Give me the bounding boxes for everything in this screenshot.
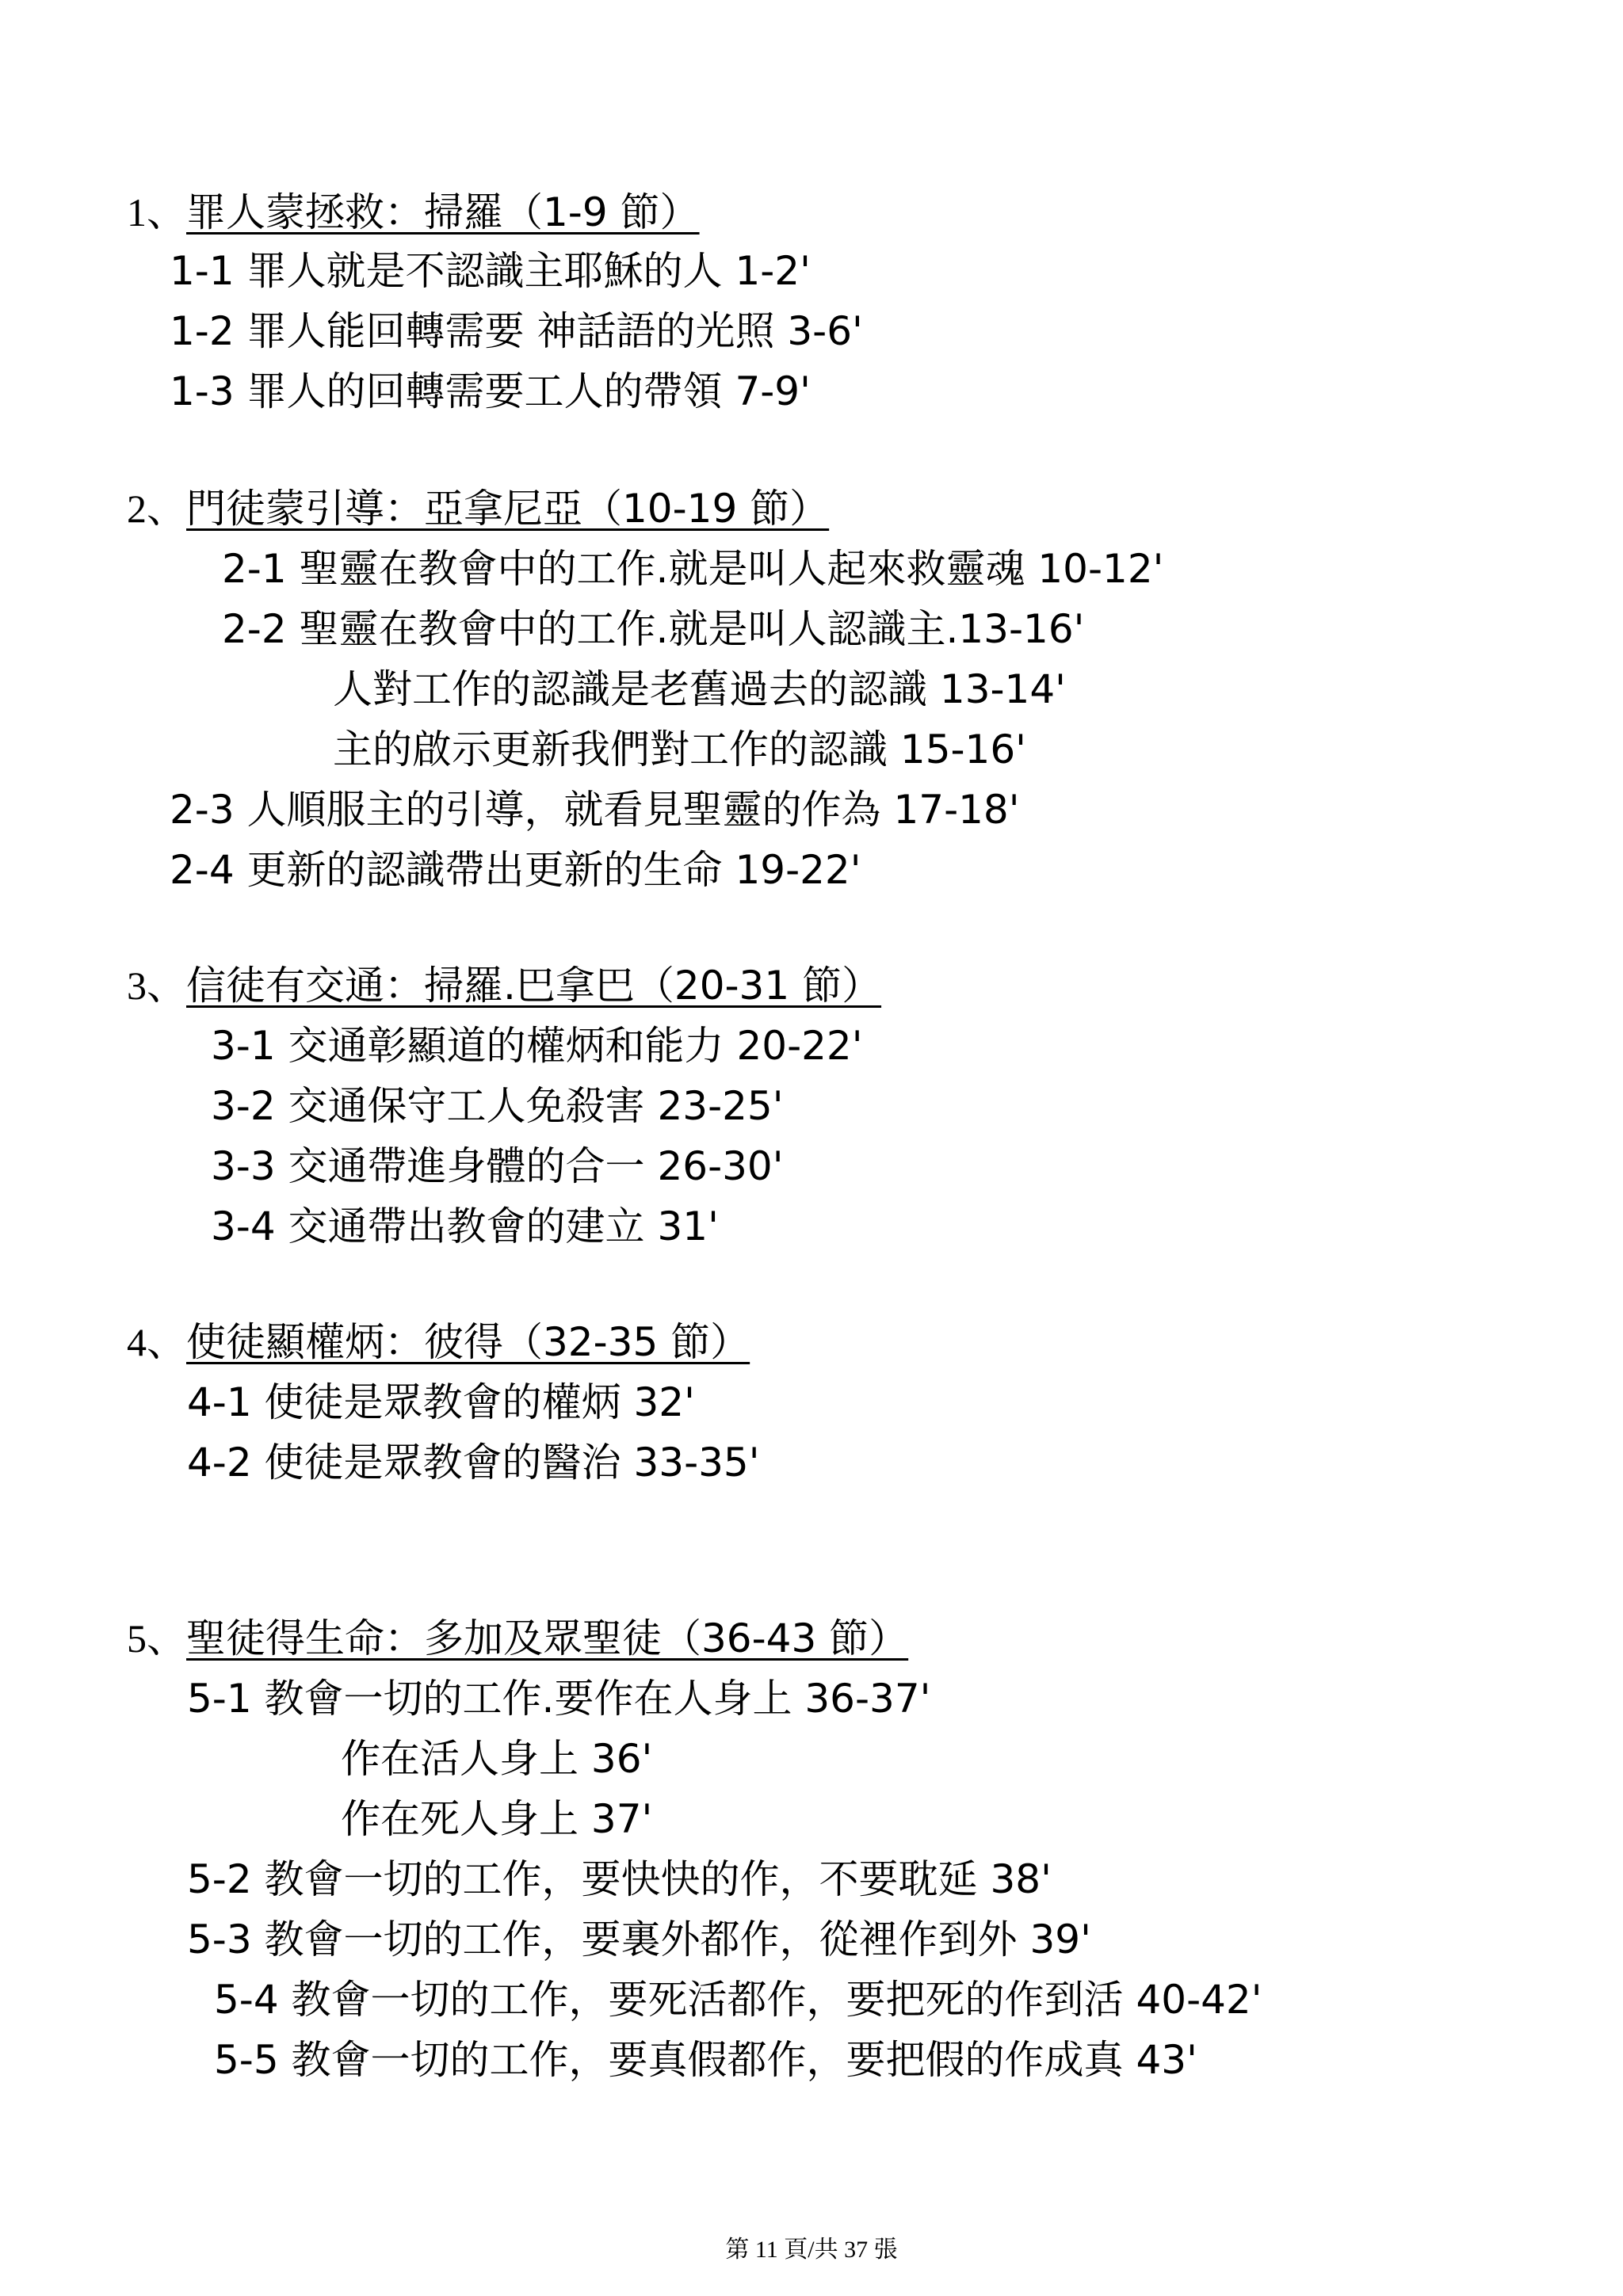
section-title: 罪人蒙拯救：掃羅（1-9 節） [186,189,700,235]
outline-item: 2-3 人順服主的引導，就看見聖靈的作為 17-18' [170,787,1020,833]
page-footer: 第 11 頁/共 37 張 [725,2237,898,2263]
outline-item: 3-1 交通彰顯道的權炳和能力 20-22' [211,1023,863,1069]
outline-subitem: 人對工作的認識是老舊過去的認識 13-14' [333,666,1066,712]
section-title: 門徒蒙引導：亞拿尼亞（10-19 節） [186,486,830,532]
outline-item: 5-5 教會一切的工作，要真假都作，要把假的作成真 43' [214,2037,1197,2083]
outline-subitem: 主的啟示更新我們對工作的認識 15-16' [333,727,1026,772]
outline-subitem: 作在活人身上 36' [341,1736,653,1782]
outline-item: 4-1 使徒是眾教會的權炳 32' [187,1379,695,1425]
outline-item: 1-3 罪人的回轉需要工人的帶領 7-9' [170,368,811,414]
section-heading [127,1613,908,1664]
section-heading [127,187,700,238]
outline-item: 4-2 使徒是眾教會的醫治 33-35' [187,1440,760,1486]
outline-item: 1-2 罪人能回轉需要 神話語的光照 3-6' [170,308,863,354]
outline-item: 2-2 聖靈在教會中的工作.就是叫人認識主.13-16' [222,606,1085,652]
outline-item: 3-3 交通帶進身體的合一 26-30' [211,1143,784,1189]
section-heading [127,483,829,534]
outline-subitem: 作在死人身上 37' [341,1796,653,1842]
section-heading [127,960,881,1011]
section-number: 3、 [127,963,186,1008]
section-number: 4、 [127,1320,186,1364]
section-heading [127,1317,750,1367]
section-number: 1、 [127,190,186,235]
outline-item: 2-1 聖靈在教會中的工作.就是叫人起來救靈魂 10-12' [222,546,1164,592]
outline-item: 5-1 教會一切的工作.要作在人身上 36-37' [187,1676,931,1722]
section-title: 使徒顯權炳：彼得（32-35 節） [186,1319,750,1365]
outline-item: 1-1 罪人就是不認識主耶穌的人 1-2' [170,248,811,294]
section-title: 聖徒得生命：多加及眾聖徒（36-43 節） [186,1615,909,1661]
outline-item: 2-4 更新的認識帶出更新的生命 19-22' [170,847,861,893]
outline-item: 5-2 教會一切的工作，要快快的作，不要耽延 38' [187,1856,1052,1902]
section-title: 信徒有交通：掃羅.巴拿巴（20-31 節） [186,963,882,1009]
section-number: 5、 [127,1616,186,1661]
outline-item: 3-2 交通保守工人免殺害 23-25' [211,1083,784,1129]
outline-item: 5-4 教會一切的工作，要死活都作，要把死的作到活 40-42' [214,1977,1262,2023]
section-number: 2、 [127,486,186,531]
outline-item: 5-3 教會一切的工作，要裏外都作，從裡作到外 39' [187,1917,1091,1962]
outline-item: 3-4 交通帶出教會的建立 31' [211,1203,719,1249]
